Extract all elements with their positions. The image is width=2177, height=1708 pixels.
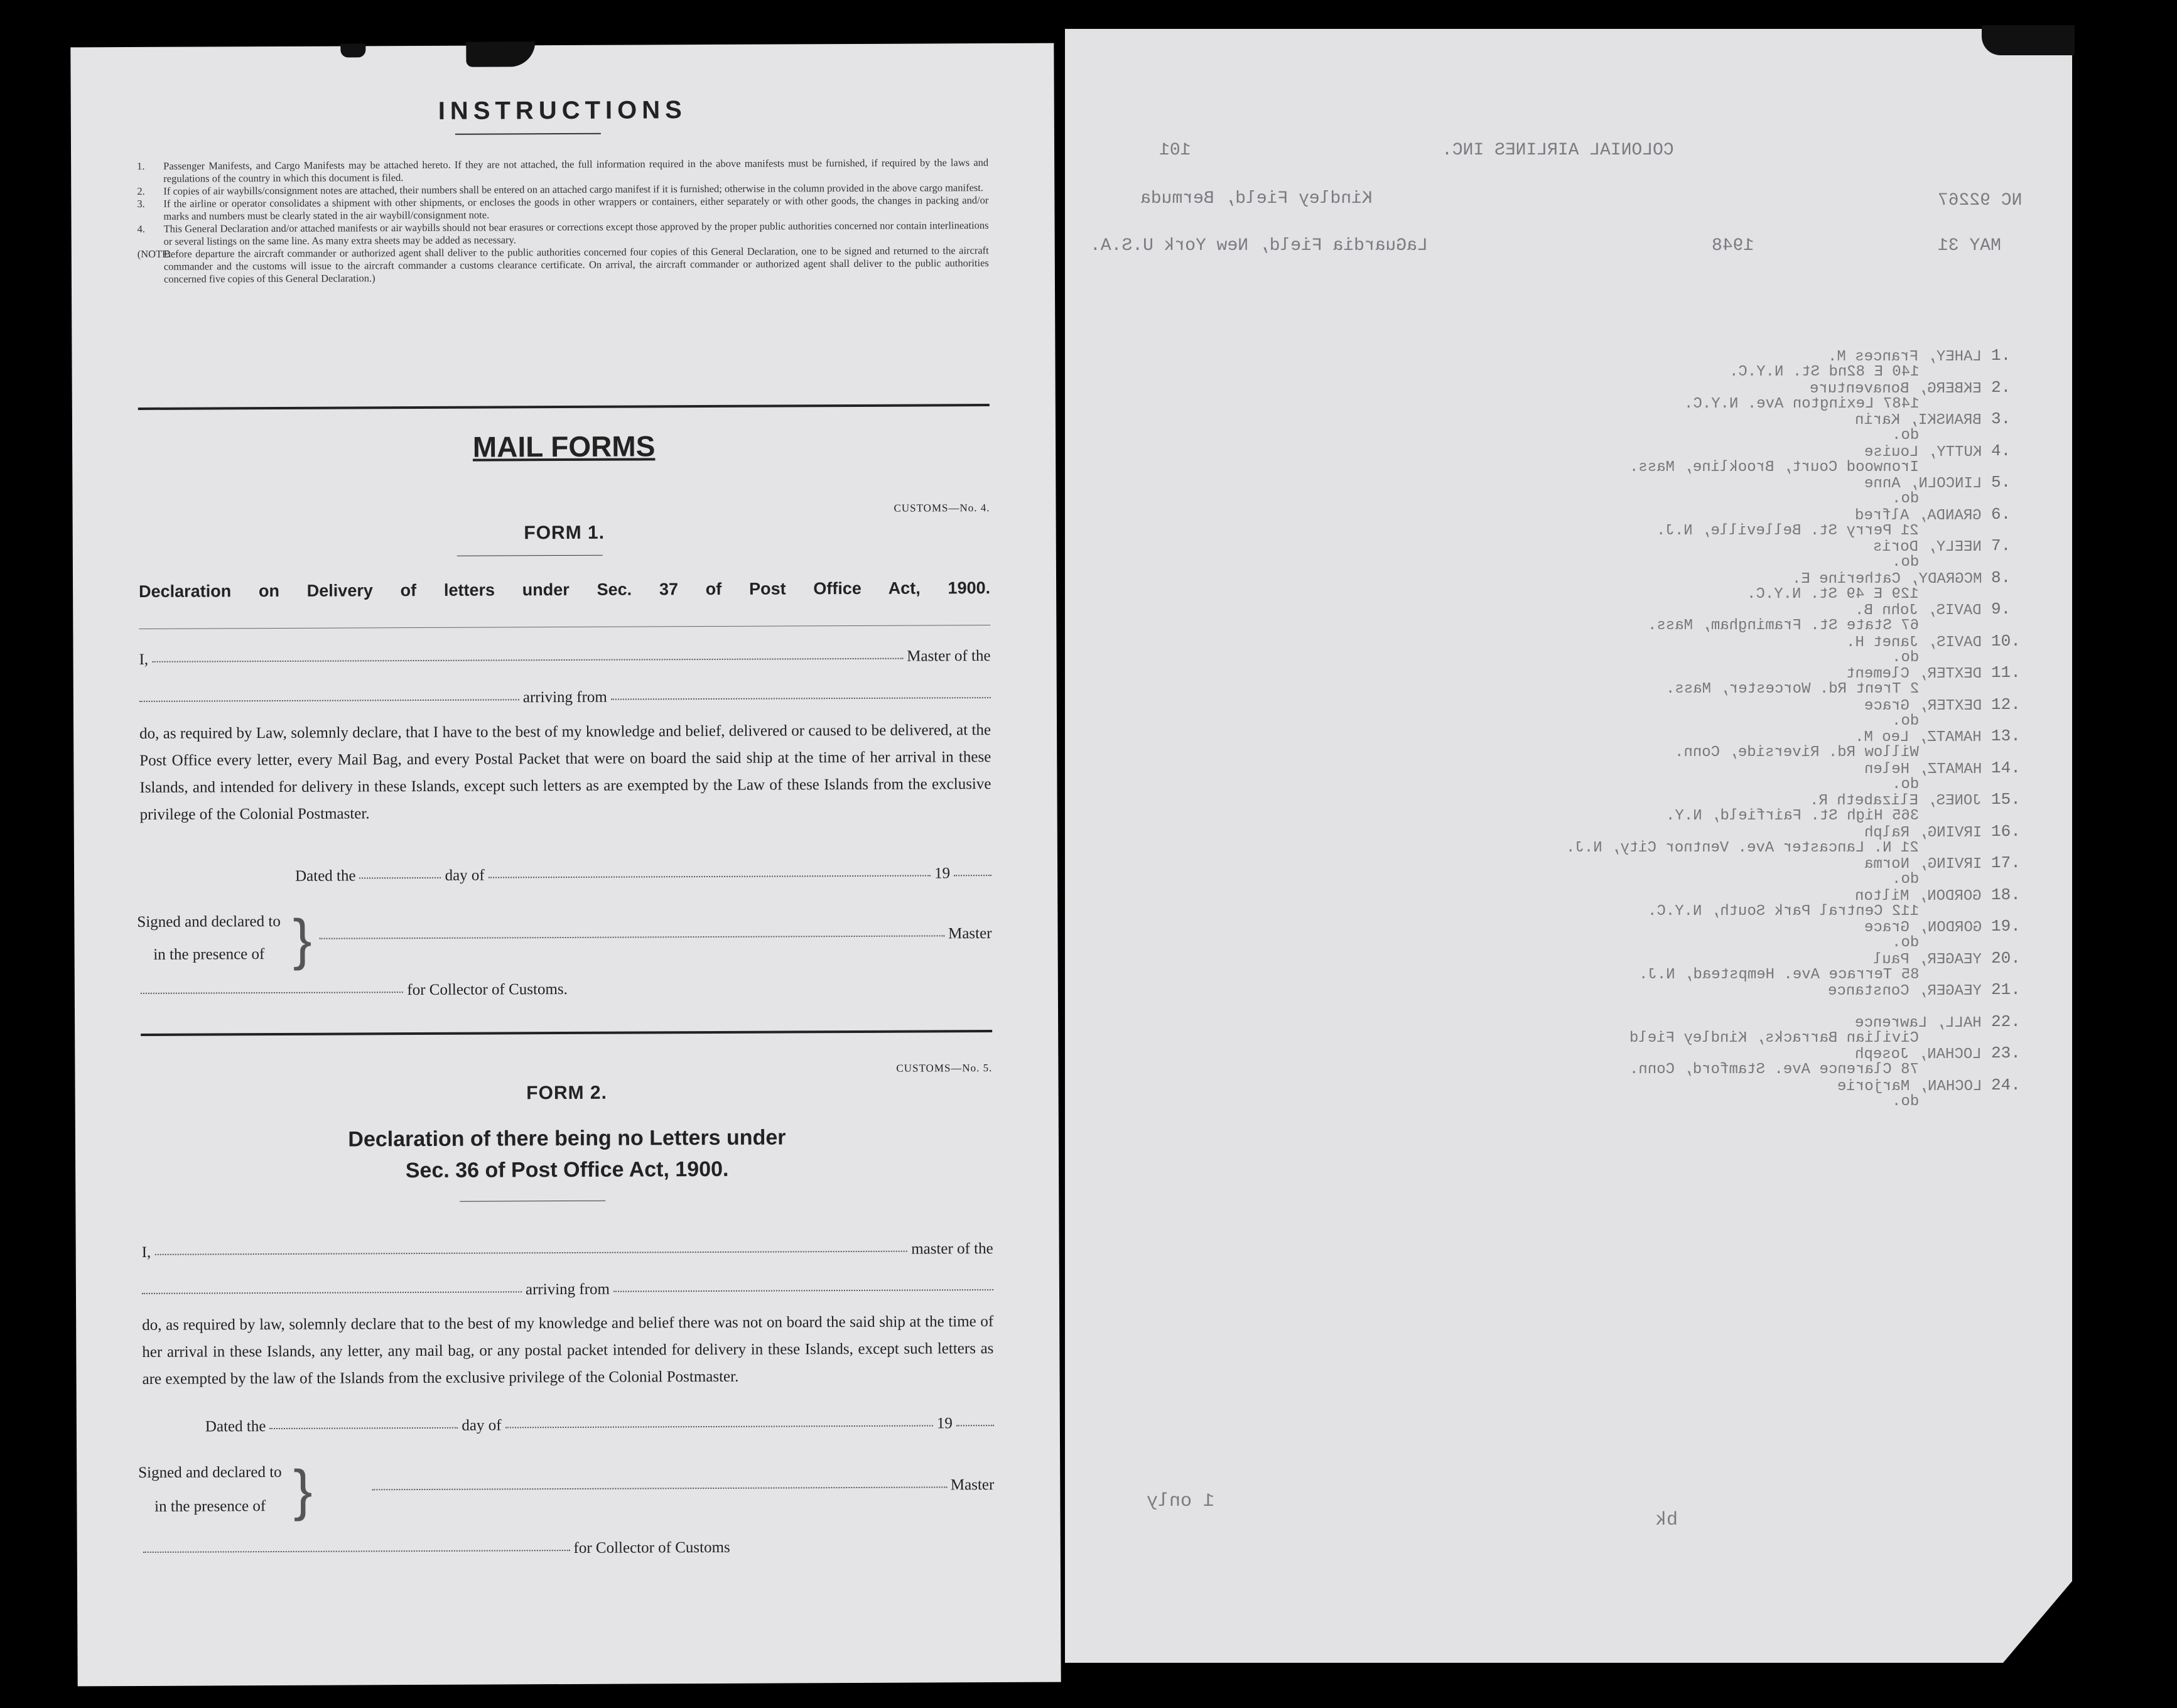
collector-signature-field[interactable] bbox=[141, 992, 403, 994]
passenger-name: KUTTY, Louise bbox=[1864, 443, 1982, 461]
row-number: 22. bbox=[1991, 1012, 2021, 1031]
row-number: 24. bbox=[1991, 1075, 2021, 1095]
flight-number: 101 bbox=[1159, 141, 1191, 160]
passenger-name: NEELY, Doris bbox=[1873, 539, 1982, 556]
form1-collector-line: for Collector of Customs. bbox=[141, 981, 568, 1000]
form2-signed-label: Signed and declared to in the presence of bbox=[138, 1463, 282, 1515]
passenger-name: HAMATZ, Helen bbox=[1864, 760, 1982, 778]
form1-body: do, as required by Law, solemnly declare, that I have to the best of my knowledge and belief, delivered or caused to be delivered, at the Post Office every letter, every Mail Bag, and every Postal Packet that were on board the said ship at the time of her arrival in these Islands, and intended for delivery in these Islands, except such letters as are exempted by the Law of these Islands from the exclusive privilege of the Colonial Postmaster. bbox=[139, 722, 991, 823]
brace: } bbox=[293, 908, 312, 971]
row-number: 7. bbox=[1991, 536, 2011, 555]
row-number: 16. bbox=[1991, 821, 2021, 841]
ship-name-field[interactable] bbox=[139, 699, 519, 702]
passenger-name: JONES, Elizabeth R. bbox=[1810, 792, 1982, 809]
airline-name: COLONIAL AIRLINES INC. bbox=[1442, 141, 1674, 160]
row-number: 3. bbox=[1991, 409, 2011, 428]
instruction-item: 4. This General Declaration and/or attached manifests or air waybills should not bear erasures or corrections except those approved by the proper public authorities concerned nor contain interlineations or several listings on the same line. As many extra sheets may be added as necessary. bbox=[137, 219, 989, 247]
passenger-address: 112 Central Park South, N.Y.C. bbox=[1647, 902, 1919, 920]
row-number: 6. bbox=[1991, 504, 2011, 524]
passenger-name: DAVIS, Janet H. bbox=[1845, 634, 1982, 651]
instruction-item: 2. If copies of air waybills/consignment notes are attached, their numbers shall be entered on an attached cargo manifest if it is furnished; otherwise in the column provided in the above cargo manifest. bbox=[137, 181, 984, 197]
passenger-address: do. bbox=[1891, 871, 1919, 888]
row-number: 17. bbox=[1991, 853, 2021, 872]
row-number: 12. bbox=[1991, 695, 2021, 714]
passenger-address: Civilian Barracks, Kindley Field bbox=[1629, 1029, 1919, 1047]
passenger-address: do. bbox=[1891, 934, 1919, 951]
passenger-name: LINCOLN, Anne bbox=[1864, 475, 1982, 492]
section-divider bbox=[141, 1030, 992, 1036]
passenger-name: DAVIS, John B. bbox=[1855, 602, 1982, 619]
passenger-address: 2 Trent Rd. Worcester, Mass. bbox=[1665, 681, 1919, 698]
passenger-name: GRANDA, Alfred bbox=[1855, 507, 1982, 524]
passenger-name: DEXTER, Clement bbox=[1845, 666, 1982, 683]
passenger-name: LOCHAN, Joseph bbox=[1855, 1046, 1982, 1063]
divider bbox=[139, 625, 990, 629]
row-number: 13. bbox=[1991, 727, 2021, 745]
arrival-place: LaGuardia Field, New York U.S.A. bbox=[1090, 236, 1428, 256]
form1-declaration: Declaration on Delivery of letters under Sec. 37 of Post Office Act, 1900. bbox=[139, 578, 991, 601]
master-name-field[interactable] bbox=[154, 1251, 907, 1255]
date-year-field[interactable] bbox=[956, 1425, 994, 1426]
form2-arriving-line: arriving from bbox=[142, 1279, 993, 1300]
flight-date: MAY 31 bbox=[1938, 236, 2001, 256]
passenger-name: MCGRADY, Catherine E. bbox=[1791, 570, 1982, 588]
row-number: 4. bbox=[1991, 441, 2011, 460]
passenger-address: do. bbox=[1891, 554, 1919, 571]
passenger-address: do. bbox=[1891, 427, 1919, 444]
departure-place: Kindley Field, Bermuda bbox=[1140, 189, 1373, 208]
passenger-address: do. bbox=[1891, 776, 1919, 793]
row-number: 14. bbox=[1991, 758, 2021, 777]
passenger-name: HALL, Lawrence bbox=[1855, 1014, 1982, 1032]
passenger-address: do. bbox=[1891, 490, 1919, 507]
row-number: 8. bbox=[1991, 568, 2011, 587]
form2-master-line: I, master of the bbox=[141, 1240, 993, 1261]
customs-form-page bbox=[70, 43, 1061, 1687]
row-number: 18. bbox=[1991, 885, 2021, 904]
passenger-address: 365 High St. Fairfield, N.Y. bbox=[1665, 808, 1919, 824]
row-number: 5. bbox=[1991, 473, 2011, 492]
flight-year: 1948 bbox=[1712, 236, 1754, 256]
row-number: 21. bbox=[1991, 980, 2021, 999]
form2-title: FORM 2. bbox=[526, 1082, 607, 1104]
master-signature-field[interactable] bbox=[320, 935, 945, 939]
arriving-from-field[interactable] bbox=[613, 1289, 993, 1292]
section-divider bbox=[138, 404, 990, 410]
passenger-address: 21 N. Lancaster Ave. Ventnor City, N.J. bbox=[1566, 839, 1919, 857]
form2-dated-line: Dated the day of 19 bbox=[205, 1415, 994, 1435]
passenger-address: Ironwood Court, Brookline, Mass. bbox=[1629, 458, 1919, 476]
passenger-name: YEAGER, Paul bbox=[1873, 951, 1982, 968]
divider bbox=[460, 1201, 605, 1202]
passenger-name: GORDON, Grace bbox=[1864, 919, 1982, 936]
customs-number: CUSTOMS—No. 5. bbox=[896, 1062, 993, 1074]
row-number: 2. bbox=[1991, 377, 2011, 397]
form1-dated-line: Dated the day of 19 bbox=[295, 865, 991, 885]
passenger-address: 129 E 49 St. N.Y.C. bbox=[1747, 585, 1919, 603]
passenger-manifest-page bbox=[1065, 29, 2072, 1663]
passenger-address: 1487 Lexington Ave. N.Y.C. bbox=[1683, 395, 1919, 413]
form1-master-line: I, Master of the bbox=[139, 647, 991, 668]
form1-signed-label: Signed and declared to in the presence of bbox=[137, 912, 281, 963]
passenger-address: do. bbox=[1891, 712, 1919, 730]
passenger-name: IRVING, Ralph bbox=[1864, 824, 1982, 841]
divider bbox=[457, 555, 603, 556]
passenger-name: YEAGER, Constance bbox=[1828, 983, 1982, 1000]
passenger-name: GORDON, Milton bbox=[1855, 887, 1982, 905]
collector-signature-field[interactable] bbox=[143, 1550, 570, 1553]
torn-edge bbox=[466, 41, 535, 67]
mail-forms-title: MAIL FORMS bbox=[472, 430, 656, 463]
passenger-name: LAHEY, Frances M. bbox=[1828, 349, 1982, 365]
ship-name-field[interactable] bbox=[142, 1291, 522, 1294]
brace: } bbox=[293, 1459, 313, 1522]
row-number: 20. bbox=[1991, 948, 2021, 968]
divider bbox=[455, 133, 601, 135]
form2-declaration-line2: Sec. 36 of Post Office Act, 1900. bbox=[405, 1157, 729, 1183]
customs-number: CUSTOMS—No. 4. bbox=[894, 502, 990, 514]
manifest-number: NC 92267 bbox=[1938, 191, 2023, 210]
instructions-title: INSTRUCTIONS bbox=[438, 96, 687, 125]
torn-corner bbox=[1982, 25, 2075, 55]
passenger-name: IRVING, Norma bbox=[1864, 856, 1982, 873]
passenger-name: DEXTER, Grace bbox=[1864, 697, 1982, 715]
instruction-item: 1. Passenger Manifests, and Cargo Manifests may be attached hereto. If they are not attached, the full information required in the above manifests must be furnished, if required by the laws and regulations of the country in which this document is filed. bbox=[137, 156, 989, 185]
folded-corner bbox=[2003, 1581, 2072, 1663]
footer-note: 1 only bbox=[1147, 1491, 1215, 1512]
passenger-address: do. bbox=[1891, 649, 1919, 666]
form2-body: do, as required by law, solemnly declare that to the best of my knowledge and belief there was not on board the said ship at the time of her arrival in these Islands, any letter, any mail bag, or any postal packet intended for delivery in these Islands, except such letters as are exempted by the law of the Islands from the exclusive privilege of the Colonial Postmaster. bbox=[142, 1313, 994, 1388]
master-name-field[interactable] bbox=[152, 658, 903, 662]
master-signature-field[interactable] bbox=[372, 1486, 947, 1490]
row-number: 15. bbox=[1991, 790, 2021, 809]
row-number: 9. bbox=[1991, 600, 2011, 619]
passenger-address: 85 Terrace Ave. Hempstead, N.J. bbox=[1638, 966, 1919, 983]
passenger-name: BRANSKI, Karin bbox=[1855, 412, 1982, 429]
passenger-address: 78 Clarence Ave. Stamford, Conn. bbox=[1629, 1061, 1919, 1078]
row-number: 19. bbox=[1991, 917, 2021, 936]
torn-edge bbox=[340, 43, 365, 57]
passenger-address: do. bbox=[1891, 1093, 1919, 1110]
form1-title: FORM 1. bbox=[524, 522, 605, 544]
form2-declaration-line1: Declaration of there being no Letters under bbox=[348, 1125, 786, 1152]
row-number: 11. bbox=[1991, 663, 2021, 682]
instructions-list bbox=[137, 156, 989, 286]
date-day-field[interactable] bbox=[360, 877, 441, 879]
instruction-item: 3. If the airline or operator consolidates a shipment with other shipments, or encloses the goods in other wrappers or containers, either separately or with other goods, the changes in packing and/or marks and numbers must be clearly stated in the air waybill/consignment note. bbox=[137, 194, 989, 222]
row-number: 1. bbox=[1991, 346, 2011, 365]
passenger-address: 140 E 82nd St. N.Y.C. bbox=[1729, 364, 1919, 381]
row-number: 23. bbox=[1991, 1044, 2021, 1062]
arriving-from-field[interactable] bbox=[611, 697, 991, 700]
instruction-note: (NOTE: Before departure the aircraft commander or authorized agent shall deliver to the public authorities concerned four copies of this General Declaration, one to be signed and returned to the aircraft commander and the customs will issue to the aircraft commander a customs clearance certificate. On arrival, the aircraft commander or authorized agent shall deliver to the public authorities concerned five copies of this General Declaration.) bbox=[137, 244, 989, 285]
passenger-address: 67 State St. Framingham, Mass. bbox=[1647, 617, 1919, 634]
form1-arriving-line: arriving from bbox=[139, 687, 991, 708]
date-year-field[interactable] bbox=[954, 875, 991, 876]
row-number: 10. bbox=[1991, 631, 2021, 651]
date-month-field[interactable] bbox=[505, 1425, 933, 1428]
form2-master-sign-line: Master bbox=[372, 1476, 994, 1496]
form2-collector-line: for Collector of Customs bbox=[143, 1539, 730, 1559]
date-day-field[interactable] bbox=[269, 1427, 458, 1429]
date-month-field[interactable] bbox=[489, 875, 931, 878]
initials: bk bbox=[1655, 1510, 1678, 1531]
passenger-address: Willow Rd. Riverside, Conn. bbox=[1675, 744, 1919, 761]
form1-master-sign-line: Master bbox=[319, 925, 991, 946]
passenger-name: HAMATZ, Leo M. bbox=[1855, 729, 1982, 746]
passenger-address: 21 Perry St. Belleville, N.J. bbox=[1656, 522, 1919, 539]
passenger-name: EKBERG, Bonaventure bbox=[1810, 380, 1982, 397]
passenger-name: LOCHAN, Marjorie bbox=[1837, 1078, 1982, 1095]
